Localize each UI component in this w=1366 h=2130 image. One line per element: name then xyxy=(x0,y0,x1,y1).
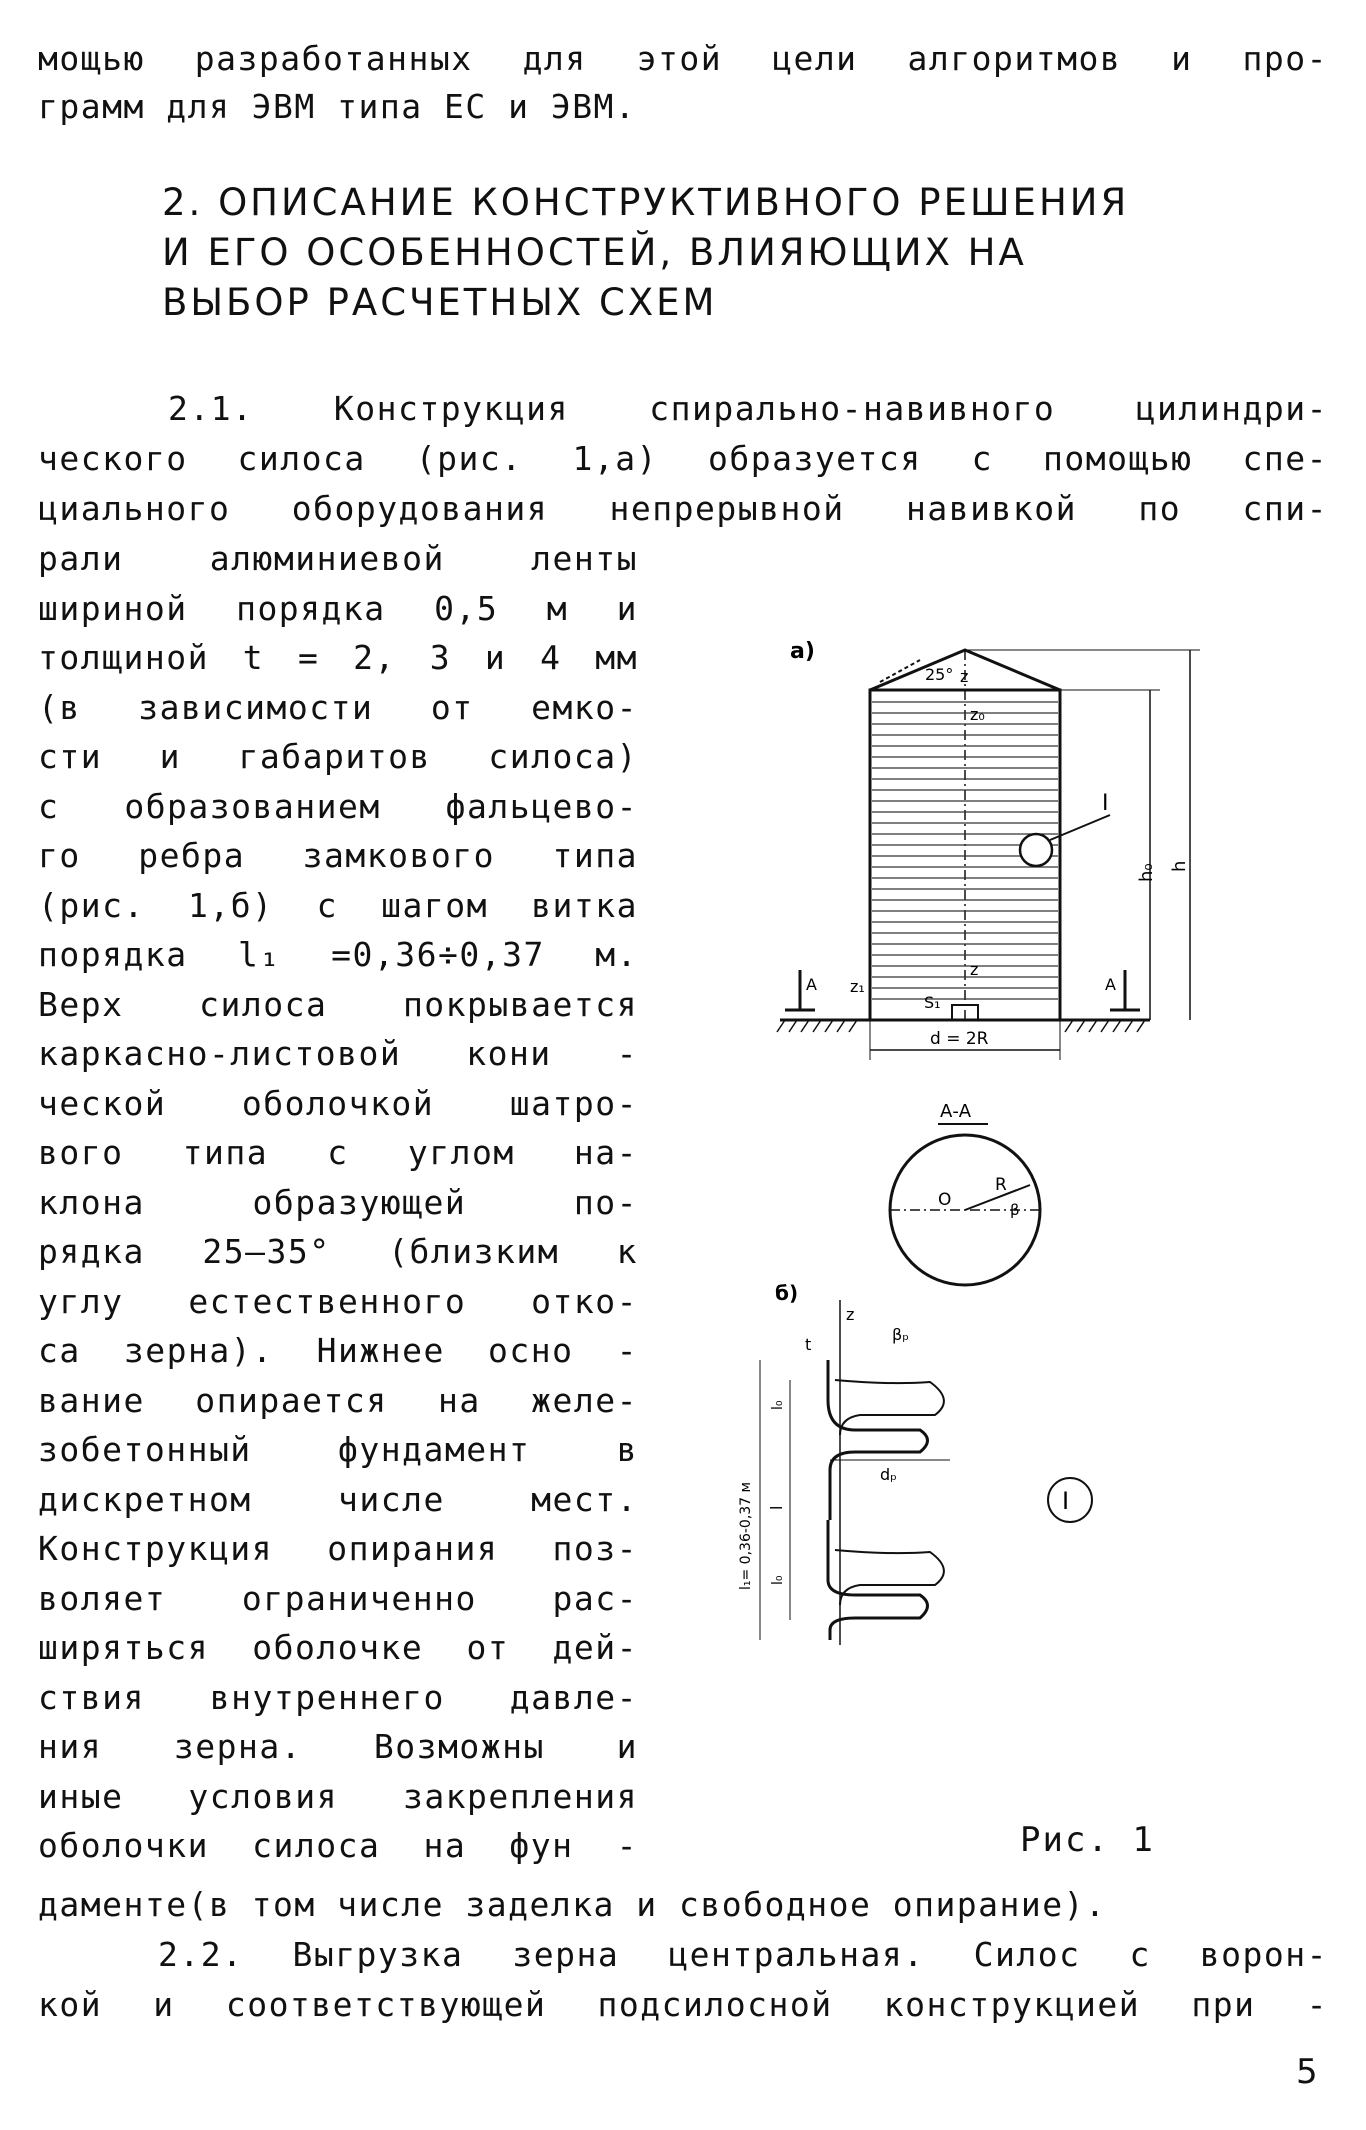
d-label: d = 2R xyxy=(930,1029,989,1049)
hatch-line xyxy=(1077,1020,1085,1032)
hatch-line xyxy=(1101,1020,1109,1032)
hatch-line xyxy=(825,1020,833,1032)
section-heading-line: И ЕГО ОСОБЕННОСТЕЙ, ВЛИЯЮЩИХ НА xyxy=(162,231,1027,274)
text-line: Конструкция опирания поз- xyxy=(38,1529,638,1568)
text-line: зобетонный фундамент в xyxy=(38,1430,638,1469)
paragraph-first-line xyxy=(38,1930,1328,1980)
text-span: 2.2. Выгрузка зерна центральная. Силос с ворон- xyxy=(158,1935,1328,1974)
text-line: са зерна). Нижнее осно - xyxy=(38,1331,638,1370)
text-line: (в зависимости от емко- xyxy=(38,687,638,727)
hatch-line xyxy=(1137,1020,1145,1032)
text-line: ческой оболочкой шатро- xyxy=(38,1083,638,1123)
text-line: оболочки силоса на фун - xyxy=(38,1826,638,1865)
beta-p-label: βₚ xyxy=(892,1325,910,1344)
text-line: ствия внутреннего давле- xyxy=(38,1677,638,1717)
text-line: даменте(в том числе заделка и свободное опирание). xyxy=(38,1885,1107,1924)
dp-label: dₚ xyxy=(880,1465,898,1484)
text-line: с образованием фальцево- xyxy=(38,786,638,826)
text-line: го ребра замкового типа xyxy=(38,836,638,875)
text-line: кой и соответствующей подсилосной конструкцией при - xyxy=(38,1985,1328,2024)
hatch-line xyxy=(849,1020,857,1032)
seam-profile-lower xyxy=(828,1520,928,1640)
cut-marker-right: А xyxy=(1105,975,1116,994)
hatch-line xyxy=(813,1020,821,1032)
l-label: l xyxy=(767,1505,786,1510)
t-label: t xyxy=(805,1335,812,1354)
detail-circle xyxy=(1020,834,1052,866)
detail-marker-circle xyxy=(1048,1478,1092,1522)
text-line: толщиной t = 2, 3 и 4 мм xyxy=(38,638,638,677)
text-line: ния зерна. Возможны и xyxy=(38,1727,638,1766)
section-label: А-А xyxy=(940,1101,972,1122)
z-label-top: z xyxy=(960,667,969,686)
center-label: O xyxy=(938,1190,952,1210)
figure-label-b: б) xyxy=(775,1281,799,1305)
beta-label: β xyxy=(1010,1201,1020,1219)
detail-marker-label: I xyxy=(1062,1487,1070,1515)
h0-label: h₀ xyxy=(1136,863,1157,882)
hatch-line xyxy=(789,1020,797,1032)
section-heading-line: ВЫБОР РАСЧЕТНЫХ СХЕМ xyxy=(162,281,718,324)
text-line: грамм для ЭВМ типа ЕС и ЭВМ. xyxy=(38,87,637,126)
seam-profile-upper xyxy=(828,1360,928,1520)
text-line: Верх силоса покрывается xyxy=(38,984,638,1024)
figure-label-a: а) xyxy=(790,640,815,664)
l0-label-lower: l₀ xyxy=(770,1575,786,1585)
page-number: 5 xyxy=(1296,2052,1318,2092)
text-line: рали алюминиевой ленты xyxy=(38,539,638,578)
text-span: 2.1. Конструкция спирально-навивного цилиндри- xyxy=(168,389,1328,428)
text-line: вого типа с углом на- xyxy=(38,1133,638,1172)
hatch-line xyxy=(801,1020,809,1032)
text-line: рядка 25–35° (близким к xyxy=(38,1232,638,1271)
hatch-line xyxy=(1113,1020,1121,1032)
z-label: z xyxy=(970,960,979,979)
seam-fold-upper xyxy=(835,1380,944,1435)
section-heading-line: 2. ОПИСАНИЕ КОНСТРУКТИВНОГО РЕШЕНИЯ xyxy=(162,181,1130,224)
z-label-detail: z xyxy=(846,1305,855,1324)
radius-label: R xyxy=(995,1175,1007,1195)
text-line: воляет ограниченно рас- xyxy=(38,1578,638,1618)
figure-silo-diagram xyxy=(680,640,1340,1700)
z0-label: z₀ xyxy=(970,705,985,724)
text-line: клона образующей по- xyxy=(38,1182,638,1222)
text-line: мощью разработанных для этой цели алгоритмов и про- xyxy=(38,39,1328,78)
text-line: (рис. 1,б) с шагом витка xyxy=(38,885,638,925)
figure-caption: Рис. 1 xyxy=(1020,1820,1155,1860)
cut-marker-left: А xyxy=(806,975,817,994)
s1-label: S₁ xyxy=(924,993,941,1012)
hatch-line xyxy=(1125,1020,1133,1032)
text-line: иные условия закрепления xyxy=(38,1776,638,1816)
text-line: дискретном числе мест. xyxy=(38,1479,638,1519)
text-line: сти и габаритов силоса) xyxy=(38,737,638,776)
detail-label: I xyxy=(1102,791,1109,816)
text-line: каркасно-листовой кони - xyxy=(38,1034,638,1073)
seam-fold-lower xyxy=(835,1550,944,1605)
hatch-line xyxy=(1089,1020,1097,1032)
text-line: углу естественного отко- xyxy=(38,1281,638,1321)
h-label: h xyxy=(1169,860,1190,872)
z1-label: z₁ xyxy=(850,977,865,996)
l0-label-upper: l₀ xyxy=(770,1400,786,1410)
text-line: вание опирается на желе- xyxy=(38,1380,638,1420)
angle-label: 25° xyxy=(925,665,954,684)
paragraph-first-line xyxy=(38,384,1328,434)
hatch-line xyxy=(1065,1020,1073,1032)
text-line: ческого силоса (рис. 1,а) образуется с помощью спе- xyxy=(38,439,1328,478)
text-line: порядка l₁ =0,36÷0,37 м. xyxy=(38,935,638,974)
hatch-line xyxy=(837,1020,845,1032)
l1-label: l₁= 0,36-0,37 м xyxy=(738,1481,754,1590)
text-line: шириной порядка 0,5 м и xyxy=(38,588,638,628)
text-line: циального оборудования непрерывной навивкой по спи- xyxy=(38,489,1328,528)
hatch-line xyxy=(777,1020,785,1032)
text-line: ширяться оболочке от дей- xyxy=(38,1628,638,1667)
